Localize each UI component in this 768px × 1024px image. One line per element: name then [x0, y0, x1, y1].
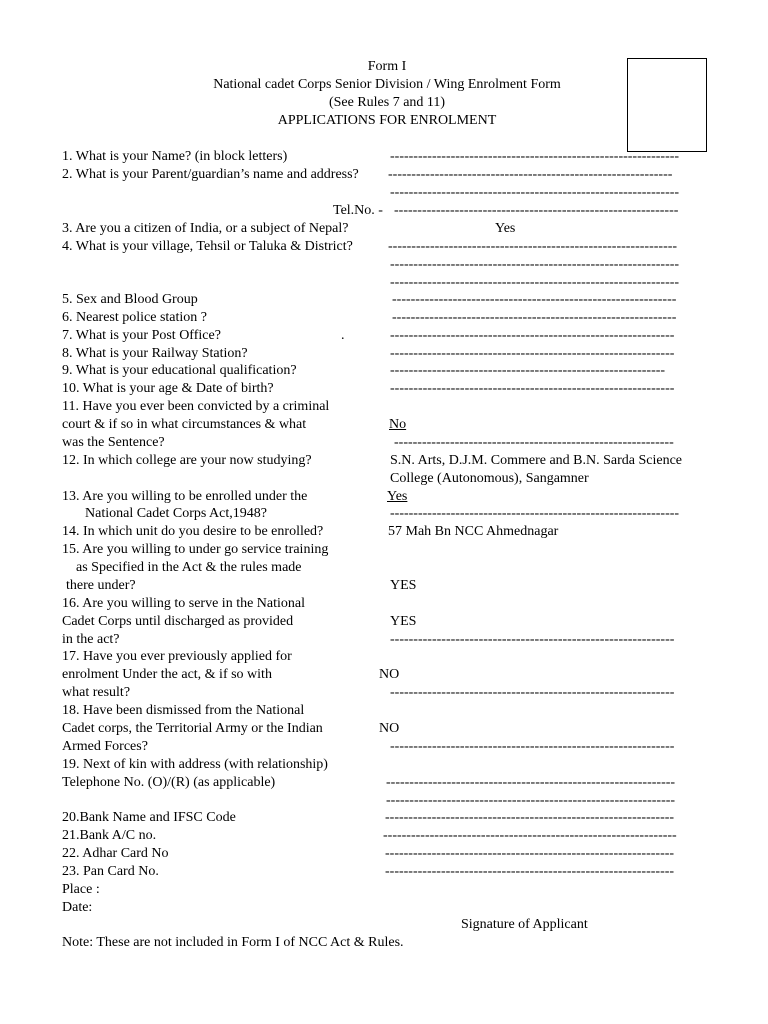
question-20: 20.Bank Name and IFSC Code: [62, 810, 236, 825]
answer-line-13[interactable]: --------------------------------------------------------------: [390, 506, 680, 521]
answer-line-17[interactable]: -------------------------------------------------------------: [390, 685, 675, 700]
question-19-line1: 19. Next of kin with address (with relationship): [62, 757, 328, 772]
tel-label: Tel.No. -: [333, 203, 383, 218]
answer-line-21[interactable]: ---------------------------------------------------------------: [383, 828, 677, 843]
answer-line-23[interactable]: --------------------------------------------------------------: [385, 864, 675, 879]
question-17-line3: what result?: [62, 685, 131, 700]
form-rules: (See Rules 7 and 11): [328, 95, 446, 110]
answer-11: No: [389, 417, 407, 432]
question-19-line2: Telephone No. (O)/(R) (as applicable): [62, 775, 276, 790]
question-16-line3: in the act?: [62, 632, 120, 647]
answer-line-20[interactable]: --------------------------------------------------------------: [385, 810, 675, 825]
answer-line-2b[interactable]: --------------------------------------------------------------: [390, 185, 680, 200]
question-18-line1: 18. Have been dismissed from the National: [62, 703, 305, 718]
answer-12-line1: S.N. Arts, D.J.M. Commere and B.N. Sarda Science: [390, 453, 683, 468]
answer-line-22[interactable]: --------------------------------------------------------------: [385, 846, 675, 861]
form-title: National cadet Corps Senior Division / Wing Enrolment Form: [213, 77, 561, 92]
question-12: 12. In which college are your now studying?: [62, 453, 312, 468]
question-2: 2. What is your Parent/guardian’s name and address?: [62, 167, 359, 182]
question-17-line2: enrolment Under the act, & if so with: [62, 667, 272, 682]
question-23: 23. Pan Card No.: [62, 864, 159, 879]
answer-line-7[interactable]: -------------------------------------------------------------: [390, 328, 675, 343]
answer-line-16[interactable]: -------------------------------------------------------------: [390, 632, 675, 647]
answer-18: NO: [379, 721, 400, 736]
answer-3: Yes: [495, 221, 516, 236]
question-1: 1. What is your Name? (in block letters): [62, 149, 288, 164]
question-11-line2: court & if so in what circumstances & what: [62, 417, 307, 432]
answer-line-5[interactable]: -------------------------------------------------------------: [392, 292, 677, 307]
question-18-line2: Cadet corps, the Territorial Army or the Indian: [62, 721, 323, 736]
question-9: 9. What is your educational qualification?: [62, 363, 297, 378]
question-8: 8. What is your Railway Station?: [62, 346, 248, 361]
question-17-line1: 17. Have you ever previously applied for: [62, 649, 292, 664]
question-6: 6. Nearest police station ?: [62, 310, 208, 325]
question-5: 5. Sex and Blood Group: [62, 292, 198, 307]
question-21: 21.Bank A/C no.: [62, 828, 157, 843]
place-label: Place :: [62, 882, 100, 897]
tel-line[interactable]: -------------------------------------------------------------: [394, 203, 679, 218]
question-13-line1: 13. Are you willing to be enrolled under the: [62, 489, 308, 504]
form-subtitle: APPLICATIONS FOR ENROLMENT: [277, 113, 497, 128]
question-11-line1: 11. Have you ever been convicted by a criminal: [62, 399, 330, 414]
question-7: 7. What is your Post Office?: [62, 328, 221, 343]
answer-13: Yes: [387, 489, 408, 504]
answer-12-line2: College (Autonomous), Sangamner: [390, 471, 589, 486]
question-13-line2: National Cadet Corps Act,1948?: [85, 506, 267, 521]
answer-line-4[interactable]: --------------------------------------------------------------: [388, 239, 678, 254]
date-label: Date:: [62, 900, 93, 915]
question-10: 10. What is your age & Date of birth?: [62, 381, 274, 396]
footer-note: Note: These are not included in Form I of NCC Act & Rules.: [62, 935, 404, 950]
question-11-line3: was the Sentence?: [62, 435, 165, 450]
question-3: 3. Are you a citizen of India, or a subject of Nepal?: [62, 221, 349, 236]
question-15-line1: 15. Are you willing to under go service training: [62, 542, 329, 557]
answer-16: YES: [390, 614, 417, 629]
answer-line-9[interactable]: -----------------------------------------------------------: [390, 363, 666, 378]
question-16-line2: Cadet Corps until discharged as provided: [62, 614, 294, 629]
answer-17: NO: [379, 667, 400, 682]
question-15-line3: there under?: [66, 578, 136, 593]
answer-line-8[interactable]: -------------------------------------------------------------: [390, 346, 675, 361]
answer-line-2[interactable]: -------------------------------------------------------------: [388, 167, 673, 182]
answer-line-1[interactable]: --------------------------------------------------------------: [390, 149, 680, 164]
answer-line-6[interactable]: -------------------------------------------------------------: [392, 310, 677, 325]
form-number: Form I: [367, 59, 407, 74]
answer-15: YES: [390, 578, 417, 593]
answer-line-19[interactable]: --------------------------------------------------------------: [386, 775, 676, 790]
signature-label: Signature of Applicant: [461, 917, 588, 932]
answer-line-18[interactable]: -------------------------------------------------------------: [390, 739, 675, 754]
question-14: 14. In which unit do you desire to be enrolled?: [62, 524, 324, 539]
question-15-line2: as Specified in the Act & the rules made: [76, 560, 302, 575]
question-18-line3: Armed Forces?: [62, 739, 148, 754]
question-4: 4. What is your village, Tehsil or Taluka & District?: [62, 239, 353, 254]
question-22: 22. Adhar Card No: [62, 846, 169, 861]
answer-line-19b[interactable]: --------------------------------------------------------------: [386, 793, 676, 808]
answer-line-10[interactable]: -------------------------------------------------------------: [390, 381, 675, 396]
answer-14: 57 Mah Bn NCC Ahmednagar: [388, 524, 559, 539]
answer-line-4b[interactable]: --------------------------------------------------------------: [390, 257, 680, 272]
question-16-line1: 16. Are you willing to serve in the National: [62, 596, 306, 611]
answer-line-4c[interactable]: --------------------------------------------------------------: [390, 275, 680, 290]
answer-line-11[interactable]: ------------------------------------------------------------: [394, 435, 674, 450]
question-7-dot: .: [341, 328, 345, 343]
